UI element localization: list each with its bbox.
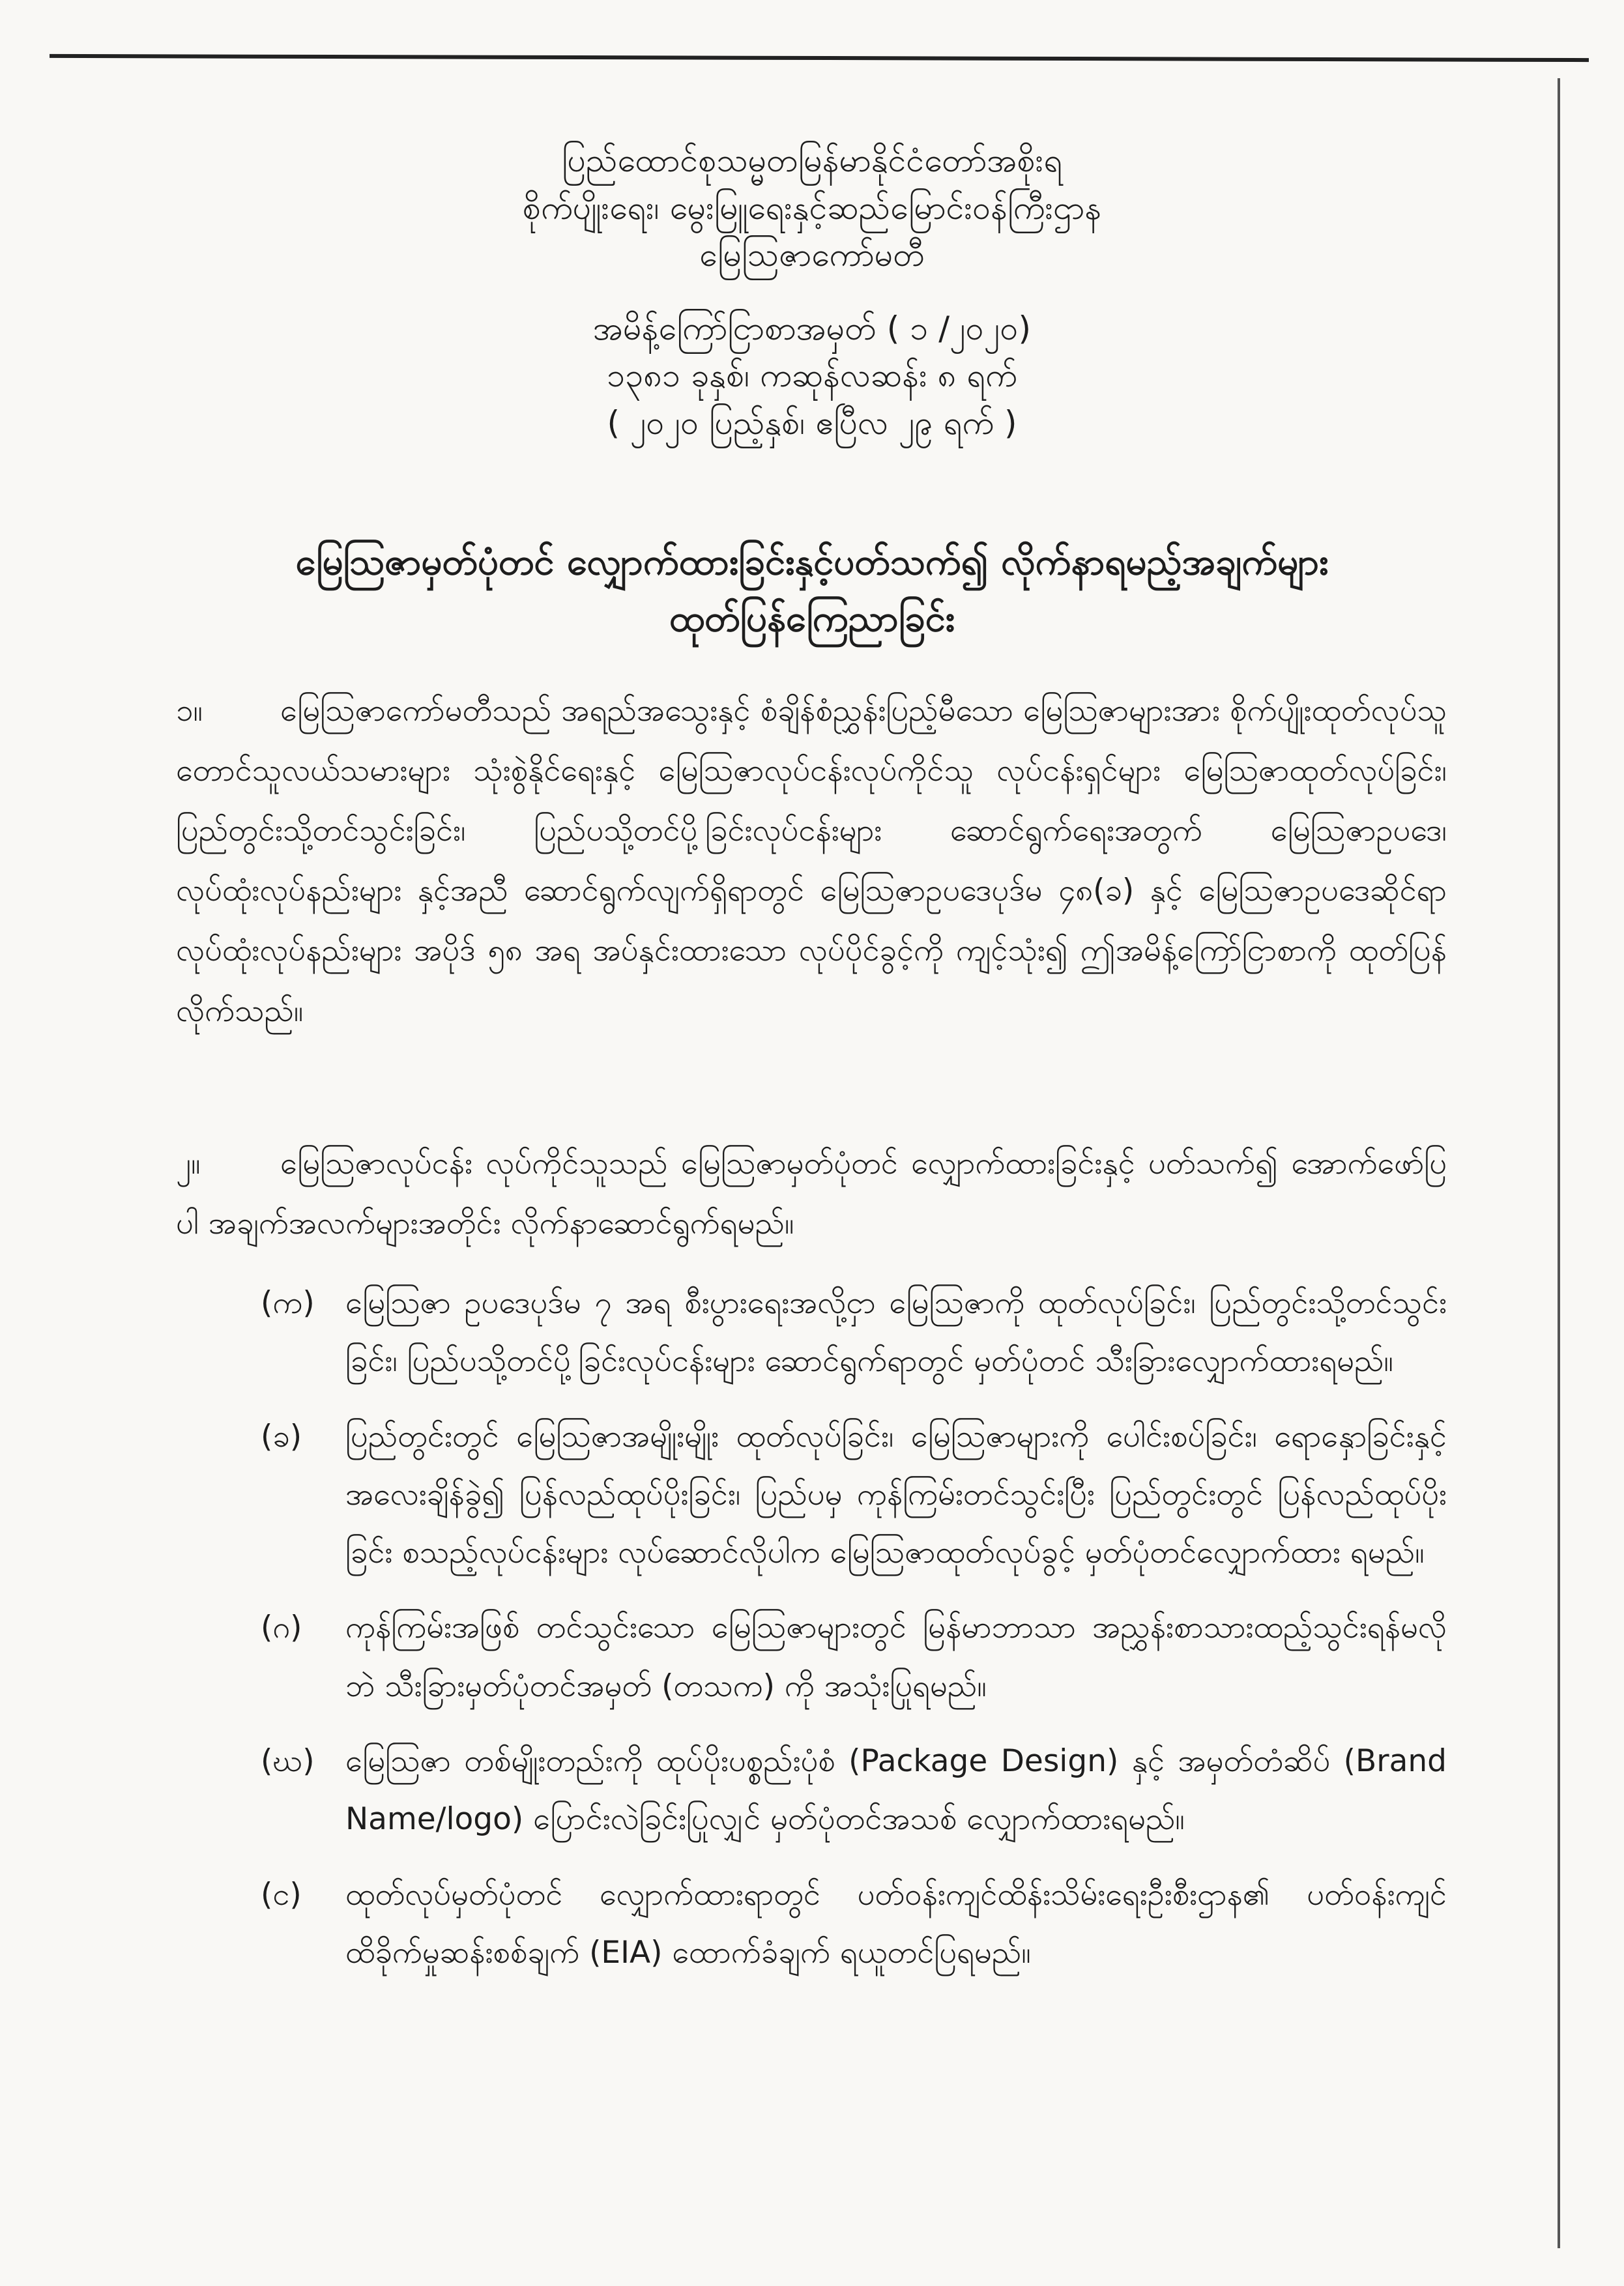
paragraph-number: ၁။	[176, 693, 203, 729]
item-marker: (ဃ)	[261, 1743, 315, 1780]
date-gregorian: ( ၂၀၂၀ ပြည့်နှစ်၊ ဧပြီလ ၂၉ ရက် )	[607, 403, 1017, 442]
list-item	[261, 1866, 1447, 1982]
item-text: မြေသြဇာ တစ်မျိုးတည်းကို ထုပ်ပိုးပစ္စည်းပုံစံ (Package Design) နှင့် အမှတ်တံဆိပ် (Brand Name/logo) ပြောင်းလဲခြင်းပြုလျှင် မှတ်ပုံတင်အသစ် လျှောက်ထားရမည်။	[345, 1743, 1447, 1838]
paragraph-text: မြေသြဇာလုပ်ငန်း လုပ်ကိုင်သူသည် မြေသြဇာမှတ်ပုံတင် လျှောက်ထားခြင်းနှင့် ပတ်သက်၍ အောက်ဖော်ပြပါ အချက်အလက်များအတိုင်း လိုက်နာဆောင်ရွက်ရမည်။	[176, 1146, 1447, 1242]
paragraph-1	[176, 681, 1447, 1041]
paragraph-text: မြေသြဇာကော်မတီသည် အရည်အသွေးနှင့် စံချိန်စံညွှန်းပြည့်မီသော မြေသြဇာများအား စိုက်ပျိုးထုတ်လုပ်သူ တောင်သူလယ်သမားများ သုံးစွဲနိုင်ရေးနှင့် မြေသြဇာလုပ်ငန်းလုပ်ကိုင်သူ လုပ်ငန်းရှင်များ မြေသြဇာထုတ်လုပ်ခြင်း၊ ပြည်တွင်းသို့တင်သွင်းခြင်း၊ ပြည်ပသို့တင်ပို့ခြင်းလုပ်ငန်းများ ဆောင်ရွက်ရေးအတွက် မြေသြဇာဥပဒေ၊ လုပ်ထုံးလုပ်နည်းများ နှင့်အညီ ဆောင်ရွက်လျက်ရှိရာတွင် မြေသြဇာဥပဒေပုဒ်မ ၄၈(ခ) နှင့် မြေသြဇာဥပဒေဆိုင်ရာ လုပ်ထုံးလုပ်နည်းများ အပိုဒ် ၅၈ အရ အပ်နှင်းထားသော လုပ်ပိုင်ခွင့်ကို ကျင့်သုံး၍ ဤအမိန့်ကြော်ငြာစာကို ထုတ်ပြန်လိုက်သည်။	[176, 693, 1447, 1029]
paragraph-2	[176, 1134, 1447, 1254]
item-marker: (ခ)	[261, 1418, 302, 1454]
committee-name: မြေသြဇာကော်မတီ	[699, 236, 925, 274]
requirement-list	[261, 1274, 1447, 1999]
paragraph-number: ၂။	[176, 1146, 201, 1181]
document-header	[0, 137, 1624, 446]
list-item	[261, 1599, 1447, 1715]
title-line-2: ထုတ်ပြန်ကြေညာခြင်း	[669, 597, 955, 640]
title-line-1: မြေသြဇာမှတ်ပုံတင် လျှောက်ထားခြင်းနှင့်ပတ်သက်၍ လိုက်နာရမည့်အချက်များ	[295, 541, 1329, 583]
date-myanmar: ၁၃၈၁ ခုနှစ်၊ ကဆုန်လဆန်း ၈ ရက်	[607, 356, 1017, 394]
government-name: ပြည်ထောင်စုသမ္မတမြန်မာနိုင်ငံတော်အစိုးရ	[562, 141, 1062, 179]
top-rule	[50, 54, 1589, 62]
ministry-name: စိုက်ပျိုးရေး၊ မွေးမြူရေးနှင့်ဆည်မြောင်းဝန်ကြီးဌာန	[522, 188, 1102, 227]
item-marker: (က)	[261, 1285, 315, 1321]
item-text: ထုတ်လုပ်မှတ်ပုံတင် လျှောက်ထားရာတွင် ပတ်ဝန်းကျင်ထိန်းသိမ်းရေးဦးစီးဌာန၏ ပတ်ဝန်းကျင် ထိခိုက်မှုဆန်းစစ်ချက် (EIA) ထောက်ခံချက် ရယူတင်ပြရမည်။	[345, 1876, 1447, 1971]
item-text: မြေသြဇာ ဥပဒေပုဒ်မ ၇ အရ စီးပွားရေးအလို့ငှာ မြေသြဇာကို ထုတ်လုပ်ခြင်း၊ ပြည်တွင်းသို့တင်သွင်းခြင်း၊ ပြည်ပသို့တင်ပို့ခြင်းလုပ်ငန်းများ ဆောင်ရွက်ရာတွင် မှတ်ပုံတင် သီးခြားလျှောက်ထားရမည်။	[345, 1285, 1447, 1380]
list-item	[261, 1408, 1447, 1582]
list-item	[261, 1274, 1447, 1391]
document-title	[169, 534, 1455, 648]
item-text: ကုန်ကြမ်းအဖြစ် တင်သွင်းသော မြေသြဇာများတွင် မြန်မာဘာသာ အညွှန်းစာသားထည့်သွင်းရန်မလိုဘဲ သီးခြားမှတ်ပုံတင်အမှတ် (တသက) ကို အသုံးပြုရမည်။	[345, 1610, 1447, 1704]
item-text: ပြည်တွင်းတွင် မြေသြဇာအမျိုးမျိုး ထုတ်လုပ်ခြင်း၊ မြေသြဇာများကို ပေါင်းစပ်ခြင်း၊ ရောနှောခြင်းနှင့် အလေးချိန်ခွဲ၍ ပြန်လည်ထုပ်ပိုးခြင်း၊ ပြည်ပမှ ကုန်ကြမ်းတင်သွင်းပြီး ပြည်တွင်းတွင် ပြန်လည်ထုပ်ပိုးခြင်း စသည့်လုပ်ငန်းများ လုပ်ဆောင်လိုပါက မြေသြဇာထုတ်လုပ်ခွင့် မှတ်ပုံတင်လျှောက်ထား ရမည်။	[345, 1418, 1447, 1571]
list-item	[261, 1732, 1447, 1849]
item-marker: (င)	[261, 1876, 302, 1913]
notice-number: အမိန့်ကြော်ငြာစာအမှတ် ( ၁ /၂၀၂၀)	[593, 309, 1031, 347]
item-marker: (ဂ)	[261, 1610, 302, 1646]
